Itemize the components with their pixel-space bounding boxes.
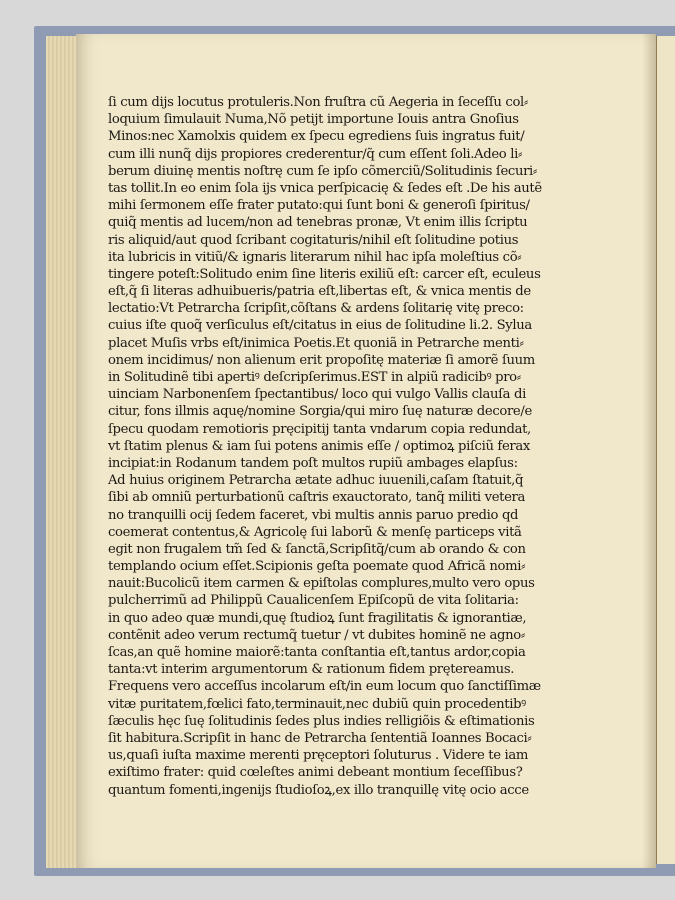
text-line: coemerat contentus,& Agricolę ſui laborũ & menſę particeps vitã: [108, 524, 522, 540]
text-line: vt ſtatim plenus & iam ſui potens animis eſſe / optimoꝝ piſciũ ferax: [108, 438, 530, 454]
text-line: Ad huius originem Petrarcha ætate adhuc iuuenili,caſam ſtatuit,q̃: [108, 473, 524, 489]
text-line: us,quaſi iuſta maxime merenti pręceptori ſoluturus . Videre te iam: [108, 748, 529, 764]
text-line: Frequens vero acceſſus incolarum eſt/in eum locum quo ſanctiſſimæ: [108, 679, 541, 695]
text-line: ſcas,an quẽ homine maiorẽ:tanta conſtantia eſt,tantus ardor,copia: [108, 645, 526, 660]
page-edges: [46, 36, 80, 868]
text-line: tanta:vt interim argumentorum & rationum fidem prętereamus.: [108, 662, 515, 678]
text-line: quantum fomenti,ingenijs ſtudioſoꝝ,ex illo tranquillę vitę ocio acce: [108, 782, 529, 798]
text-line: quiq̃ mentis ad lucem/non ad tenebras pronæ, Vt enim illis ſcriptu: [108, 215, 528, 231]
text-line: cum illi nunq̃ dijs propiores crederentur/q̃ cum eſſent ſoli.Adeo li⸗: [108, 146, 522, 162]
text-line: ſit habitura.Scripſit in hanc de Petrarcha ſententiã Ioannes Bocaci⸗: [108, 730, 532, 746]
text-line: lectatio:Vt Petrarcha ſcripſit,cõſtans & ardens ſolitarię vitę preco:: [108, 301, 524, 317]
text-line: cuius iſte quoq̃ verſiculus eſt/citatus in eius de ſolitudine li.2. Sylua: [108, 318, 532, 334]
text-line: contẽnit adeo verum rectumq̃ tuetur / vt dubites hominẽ ne agno⸗: [108, 627, 525, 643]
gutter-shadow: [642, 34, 656, 868]
text-line: ſpecu quodam remotioris pręcipitij tanta vndarum copia redundat,: [108, 421, 531, 437]
text-line: ris aliquid/aut quod ſcribant cogitaturis/nihil eſt ſolitudine potius: [108, 232, 519, 248]
text-line: berum diuinę mentis noſtrę cum ſe ipſo cõmerciũ/Solitudinis ſecuri⸗: [108, 163, 537, 179]
text-line: placet Muſis vrbs eſt/inimica Poetis.Et quoniã in Petrarche menti⸗: [108, 335, 524, 351]
text-line: vitæ puritatem,fœlici fato,terminauit,nec dubiũ quin procedentibꝰ: [108, 696, 526, 712]
text-line: onem incidimus/ non alienum erit propoſitę materiæ ſi amorẽ ſuum: [108, 352, 535, 368]
text-line: citur, fons illmis aquę/nomine Sorgia/qui miro ſuę naturæ decore/e: [108, 404, 532, 420]
text-line: Minos:nec Xamolxis quidem ex ſpecu egrediens ſuis ingratus fuit/: [108, 129, 525, 145]
text-line: pulcherrimũ ad Philippũ Caualicenſem Epiſcopũ de vita ſolitaria:: [108, 593, 519, 609]
text-line: templando ocium eſſet.Scipionis geſta poemate quod Africã nomi⸗: [108, 559, 526, 575]
text-line: exiſtimo frater: quid cœleſtes animi debeant montium ſeceſſibus?: [108, 765, 523, 781]
text-line: ita lubricis in vitiũ/& ignaris literarum nihil hac ipſa moleſtius cõ⸗: [108, 249, 522, 265]
text-line: eſt,q̃ ſi literas adhuibueris/patria eſt,libertas eſt, & vnica mentis de: [108, 284, 531, 300]
text-line: ſæculis hęc ſuę ſolitudinis ſedes plus indies relligiõis & eſtimationis: [108, 713, 535, 729]
facing-page-edge: [656, 36, 675, 864]
text-line: ſi cum dijs locutus protuleris.Non fruſtra cũ Aegeria in ſeceſſu col⸗: [108, 95, 528, 110]
page-text: [108, 94, 628, 799]
text-line: nauit:Bucolicũ item carmen & epiſtolas complures,multo vero opus: [108, 576, 535, 592]
text-line: tas tollit.In eo enim ſola ijs vnica perſpicacię & ſedes eſt .De his autẽ: [108, 180, 542, 196]
text-line: tingere poteſt:Solitudo enim ſine literis exiliũ eſt: carcer eſt, eculeus: [108, 266, 541, 282]
text-line: uinciam Narbonenſem ſpectantibus/ loco qui vulgo Vallis clauſa di: [108, 387, 526, 403]
text-line: incipiat:in Rodanum tandem poſt multos rupiũ ambages elapſus:: [108, 455, 518, 471]
text-line: ſibi ab omniũ perturbationũ caſtris exauctorato, tanq̃ militi vetera: [108, 490, 526, 506]
text-line: mihi ſermonem eſſe frater putato:qui ſunt boni & generoſi ſpiritus/: [108, 198, 530, 214]
text-line: loquium ſimulauit Numa,Nõ petijt importune Iouis antra Gnoſius: [108, 112, 519, 128]
text-line: egit non frugalem tm̃ ſed & ſanctã,Scripſitq̃/cum ab orando & con: [108, 541, 526, 557]
text-line: in quo adeo quæ mundi,quę ſtudioꝝ ſunt fragilitatis & ignorantiæ,: [108, 610, 527, 626]
text-line: in Solitudinẽ tibi apertiꝰ deſcripſerimus.EST in alpiũ radicibꝰ pro⸗: [108, 370, 521, 385]
text-line: no tranquilli ocij ſedem faceret, vbi multis annis paruo predio qd: [108, 507, 519, 523]
